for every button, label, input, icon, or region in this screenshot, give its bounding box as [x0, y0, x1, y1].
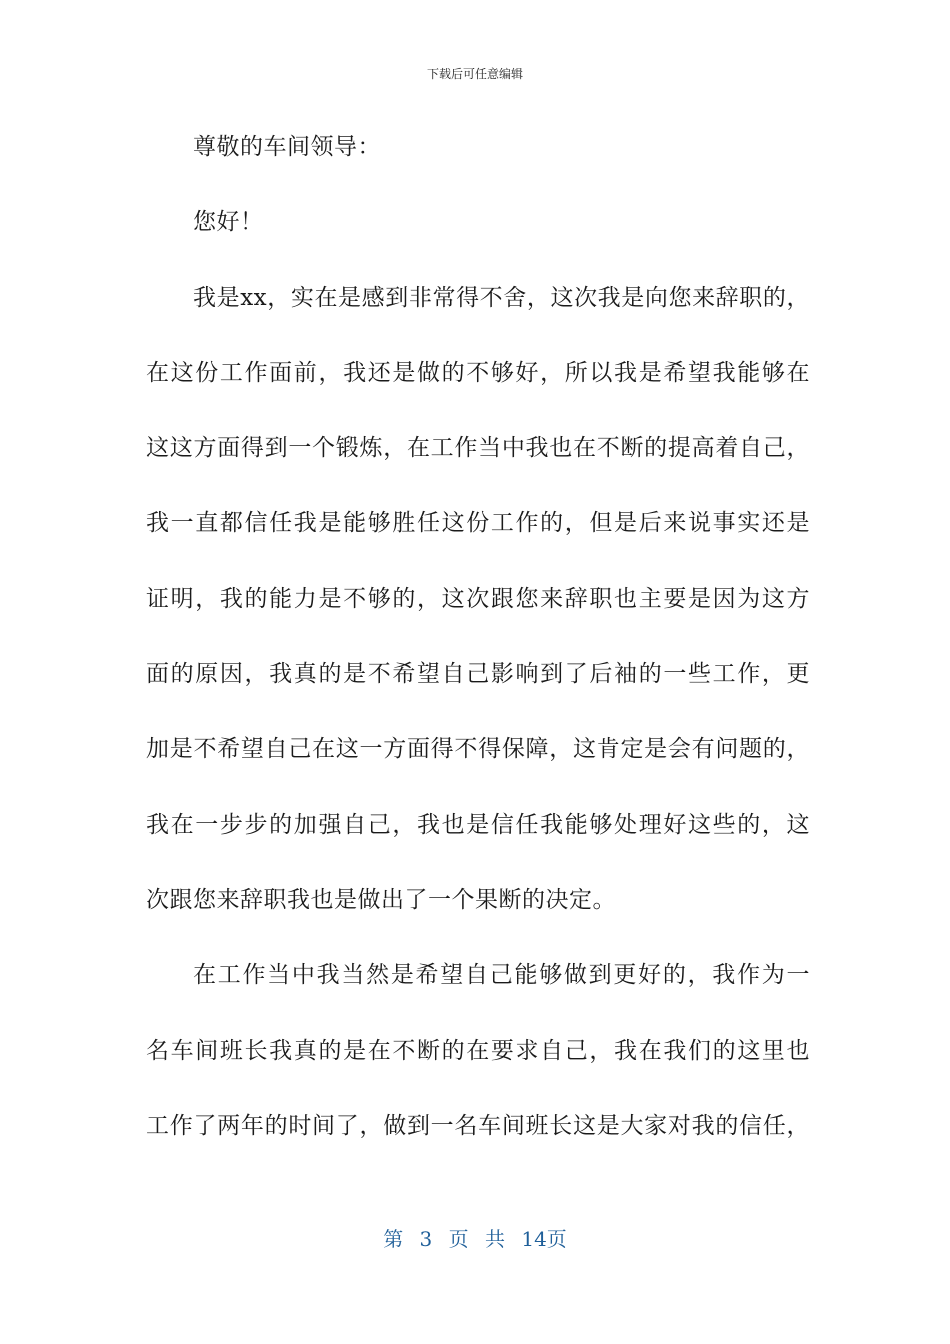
paragraph-line: 我在一步步的加强自己，我也是信任我能够处理好这些的，这	[146, 811, 810, 838]
paragraph-line: 在这份工作面前，我还是做的不够好，所以我是希望我能够在	[146, 359, 810, 386]
paragraph-line: 证明，我的能力是不够的，这次跟您来辞职也主要是因为这方	[146, 585, 810, 612]
page-header-note: 下载后可任意编辑	[426, 67, 523, 81]
paragraph-line: 在工作当中我当然是希望自己能够做到更好的，我作为一	[193, 962, 810, 989]
paragraph-line: 次跟您来辞职我也是做出了一个果断的决定。	[146, 886, 616, 913]
paragraph-line: 我是xx，实在是感到非常得不舍，这次我是向您来辞职的，	[193, 284, 810, 311]
document-body	[146, 127, 810, 1181]
salutation-line: 尊敬的车间领导：	[193, 134, 381, 160]
paragraph-line: 面的原因，我真的是不希望自己影响到了后袖的一些工作，更	[146, 661, 810, 688]
paragraph-line: 工作了两年的时间了，做到一名车间班长这是大家对我的信任，	[146, 1112, 810, 1139]
paragraph-line: 这这方面得到一个锻炼，在工作当中我也在不断的提高着自己，	[146, 435, 810, 462]
paragraph-line: 加是不希望自己在这一方面得不得保障，这肯定是会有问题的，	[146, 736, 810, 763]
paragraph-line: 我一直都信任我是能够胜任这份工作的，但是后来说事实还是	[146, 510, 810, 537]
greeting-line: 您好！	[193, 209, 264, 236]
paragraph-line: 名车间班长我真的是在不断的在要求自己，我在我们的这里也	[146, 1037, 810, 1064]
page-number: 第 3 页 共 14页	[383, 1227, 567, 1251]
